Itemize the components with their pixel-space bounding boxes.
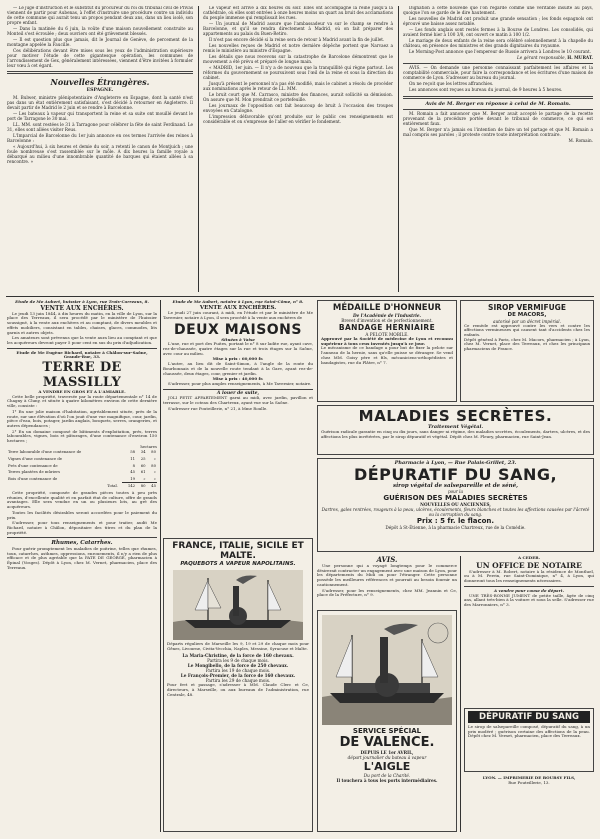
remedy-title: Rhumes, Catarrhes. <box>51 540 113 547</box>
houses-sale-notice <box>163 300 313 536</box>
ad-title: SIROP VERMIFUGE <box>488 303 566 312</box>
rule <box>7 348 157 349</box>
notice-paragraph: Pour guérir promptement les maladies de poitrine, telles que rhumes, toux, catarrhes, asthmes, oppressions, enrouements, il n'y a rien de plus efficace et de plus agréable que la PATE DE GEORGÉ, pharmacien à Épinal (Vosges). Dépôt à Lyon, chez M. Vernet, pharmacien, place des Terreaux. <box>7 545 157 570</box>
table-row <box>7 449 157 456</box>
notice-paragraph: JOLI PETIT APPARTEMENT garni au midi, avec jardin, pavillon et terrasse, sur le coteau des Chartreux, ayant vue sur la Saône. <box>163 395 313 406</box>
imprint-line: LYON. — IMPRIMERIE DE BOURSY FILS, <box>482 776 576 780</box>
ship-departure: Partira les 19 de chaque mois. <box>205 668 271 674</box>
ad-paragraph: Le sirop de salsepareille composé, dépuratif du sang, à un prix modéré ; guérison certaine des affections de la peau. Dépôt chez M. Vernet, pharmacien, place des Terreaux. <box>468 724 590 739</box>
news-column-2 <box>203 6 393 292</box>
ship-departure: Partira les 29 de chaque mois. <box>205 678 271 684</box>
medal-bandage-ad <box>317 300 457 402</box>
news-paragraph: « MADRID, 1er juin. — Il n'y a de nouveau que la tranquillité qui règne partout. Les réformes du gouvernement se poursuivent sous l'œil de la reine et sous la direction du cabinet. <box>203 64 393 80</box>
total-cell: 80 <box>136 483 146 490</box>
notice-header: Etude de Me Aubert, huissier à Lyon, rue Trois-Carreaux, 8. <box>15 300 149 304</box>
row-value: 61 <box>140 469 146 475</box>
table-row <box>7 469 157 476</box>
news-paragraph: Le Morning-Post annonce que l'empereur de Russie arrivera à Londres le 10 courant. <box>409 49 591 54</box>
news-paragraph: Les journaux de l'opposition ont fait beaucoup de bruit à l'occasion des troupes envoyées en Catalogne. <box>203 102 393 113</box>
product-title: BANDAGE HERNIAIRE <box>338 323 436 332</box>
news-paragraph: Le bruit court que M. Carrasco, ministre des finances, aurait sollicité sa démission. On assure que M. Mon prendrait ce portefeuille. <box>203 91 393 102</box>
news-paragraph: Les nouvelles reçues de Madrid et notre dernière dépêche portent que Narvaez a remis le ministère au ministre d'Espagne. <box>203 42 393 53</box>
starting-price: Mise à prix : 40,000 fr. <box>212 376 264 382</box>
row-label: Prés d'une contenance de <box>8 462 58 468</box>
notice-paragraph: S'adresser, pour les renseignements, chez MM. Jeannin et Ce, place de la Préfecture, n° 9. <box>317 587 457 598</box>
estate-title: TERRE DE MASSILLY <box>42 360 122 391</box>
news-paragraph: — Les bateaux à vapeur qui transportent la reine et sa suite ont mouillé devant le port de Tarragone le 30 mai. <box>7 111 193 122</box>
section-title-foreign-news: Nouvelles Étrangères. <box>50 77 150 88</box>
news-paragraph: L'Imparcial de Barcelonne du 1er juin annonce en ces termes l'arrivée des reines à Barcelonne : <box>7 133 193 144</box>
ad-subtitle: De l'Académie de l'Industrie. <box>353 313 421 318</box>
row-value: 80 <box>151 462 156 468</box>
row-value: » <box>153 475 156 481</box>
row-value: » <box>153 456 156 462</box>
ship-name: Le François-Premier, de la force de 160 chevaux. <box>180 673 296 679</box>
ad-subtitle: DE MACORS, <box>507 312 547 318</box>
notice-paragraph: Cette propriété, composée de grandes pièces toutes à peu près réunies, d'excellente qualité et en parfait état de culture, offre de grands avantages. Elle sera vendue en un ou plusieurs lots, au gré des acquéreurs. <box>7 490 157 510</box>
houses-location: Situées à Vaise <box>221 336 255 342</box>
row-value: 45 <box>130 469 136 475</box>
steamboat-illustration <box>322 615 452 725</box>
column-divider <box>160 300 161 832</box>
news-paragraph: Le mariage de deux enfants de la reine sera célébré solennellement à la chapelle du château, en présence des ministres et des grands dignitaires du royaume. <box>403 38 593 48</box>
news-paragraph: Les détails que nous recevons sur la catastrophe de Barcelone démontrent que le mouvement a été prévu et préparé de longue main. <box>203 53 393 64</box>
ad-subtitle: sirop végétal de salsepareille et de séné, <box>393 483 518 489</box>
ad-line: pour la <box>447 489 464 494</box>
news-paragraph: — Un journal de Madrid assure que l'ambassadeur va sur le champ se rendre à Barcelonne, et qu'il se rendra directement à Madrid, où on fait préparer des appartements au palais du Buen-Retiro. <box>203 20 393 36</box>
notice-header: Etude de Me Eugène Richard, notaire à Châlon-sur-Saône, Grande-Rue, 33. <box>16 349 148 360</box>
table-row <box>7 476 157 483</box>
row-value: 11 <box>130 456 136 462</box>
section-rule <box>403 96 593 99</box>
boat-name: L'AIGLE <box>363 760 411 773</box>
notice-paragraph: Le jeudi 13 juin 1844, à dix heures du matin, en la ville de Lyon, sur la place des Terreaux, il sera procédé par le ministère de l'huissier soussigné, à la vente aux enchères et au comptant, de divers meubles et effets mobiliers, consistant en tables, chaises, glaces, commodes, lits garnis et autres objets. <box>7 310 157 335</box>
ad-paragraph: Le mécanisme de ce bandage a pour but de fixer la pelote sur l'anneau de la hernie, sans qu'elle puisse se déranger. Se vend chez MM. Goisy père et fils, mécaniciens-orthopédistes et bandagistes, rue du Plâtre, n° 7. <box>321 345 453 365</box>
row-value: 58 <box>130 449 136 455</box>
rule <box>163 389 313 390</box>
valence-steamer-ad <box>317 610 457 832</box>
auction-notice-column <box>7 300 157 832</box>
ad-subtitle: Traitement Végétal. <box>427 424 484 430</box>
news-paragraph: Il n'est pas encore décidé si la reine sera de retour à Madrid avant la fin de juillet. <box>209 36 385 42</box>
estate-area-table <box>7 449 157 490</box>
avis-notice <box>317 556 457 608</box>
notice-paragraph: L'autre, au lieu dit de Saint-Simon, à l'angle de la route du Bourbonnais et de la nouvelle route tendant à la Gare, ayant rez-de-chaussée, deux étages, cour, grenier et jardin. <box>163 361 313 376</box>
table-unit: hectares <box>140 443 157 449</box>
notice-paragraph: Les annonces sont reçues au bureau du journal, de 9 heures à 5 heures. <box>409 87 563 92</box>
ad-line: Du port de la Charité. <box>363 773 411 778</box>
notice-paragraph: Le jeudi 27 juin courant, à midi, en l'étude et par le ministère de Me Tavernier, notaire à Lyon, il sera procédé à la vente aux enchères de <box>163 310 313 320</box>
notice-paragraph: S'adresser, pour plus amples renseignements, à Me Tavernier, notaire. <box>168 380 312 386</box>
ad-title: MALADIES SECRÈTES. <box>358 407 553 425</box>
auction-title: VENTE AUX ENCHÈRES. <box>199 304 277 311</box>
section-divider <box>6 296 594 297</box>
starting-price: Mise à prix : 60,000 fr. <box>212 356 264 362</box>
news-paragraph: — Dans la matinée du 6 juin, la voûte d'une maison nouvellement construite au Monteil s'est écroulée ; deux ouvriers ont été grièvement blessés. <box>7 25 193 36</box>
printer-imprint <box>464 776 594 796</box>
news-paragraph: Jusqu'à présent le personnel n'a pas été modifié, mais le cabinet a résolu de procéder aux nominations après le retour de LL. MM. <box>203 80 393 91</box>
news-paragraph: Dignation à cette nouvelle que l'on regarde comme une véritable insulte au pays, quoique l'on se garde de le dire hautement. <box>403 6 593 15</box>
news-paragraph: Le vapeur est arrivé à dix heures du soir. Elles ont accompagné la reine jusqu'à la cathédrale, où elles sont entrées à onze heures moins un quart au bruit des acclamations du peuple immense qui remplissait les rues. <box>203 6 393 20</box>
notice-paragraph: Toutes les facilités désirables seront accordées pour le paiement du prix. <box>7 509 157 520</box>
row-value: 8 <box>132 462 136 468</box>
blood-purifier-ad <box>317 458 594 552</box>
row-value: 25 <box>140 456 146 462</box>
houses-title: DEUX MAISONS <box>174 321 302 338</box>
news-column-1 <box>7 6 193 292</box>
total-cell: 45 <box>147 483 157 490</box>
row-value: 80 <box>151 449 156 455</box>
steamship-illustration <box>173 570 303 640</box>
row-value: 19 <box>130 475 136 481</box>
row-label: Terres plantées de mûriers <box>8 469 61 475</box>
ad-line: DEPUIS LE 1er AVRIL, <box>360 750 414 755</box>
notice-title: AVIS. <box>376 556 398 564</box>
total-label: Total. <box>107 483 118 489</box>
ad-line: autorisé par un décret impérial. <box>493 318 561 324</box>
notice-paragraph: S'adresser à M. Robert, notaire à la résidence de Montluel, ou à M. Perrin, rue Saint-Dominique, n° 4, à Lyon, qui donneront tous les renseignements nécessaires. <box>464 568 594 584</box>
ad-title: FRANCE, ITALIE, SICILE ET MALTE. <box>172 541 304 561</box>
row-label: Vignes d'une contenance de <box>8 456 63 462</box>
auction-title: VENTE AUX ENCHÈRES. <box>40 304 124 312</box>
ad-title: SERVICE SPÉCIAL <box>352 727 422 735</box>
ad-paragraph: Guérison radicale garantie en cinq ou dix jours, sans danger ni régime, des maladies secrètes, écoulements, dartres, ulcères, et des affections les plus invétérées, par le sirop dépuratif et végétal. Dépôt chez M. Fleury, pharmacien, rue Saint-Jean. <box>321 429 590 439</box>
notice-title: Avis de M. Berger en réponse à celui de M. Romain. <box>425 100 571 107</box>
notice-paragraph: S'adresser, pour tous renseignements et pour traiter, audit Me Richard, notaire à Châlon, dépositaire des titres et du plan de la propriété. <box>7 520 157 535</box>
table-row <box>7 463 157 470</box>
news-paragraph: — Il est question plus que jamais, dit le Journal de Genève, de percement de la montagne appelée la Faucille. <box>7 36 193 47</box>
notice-paragraph: 1° En une jolie maison d'habitation, agréablement située, près de la route, sur une élévation d'où l'on jouit d'une vue magnifique, cour, jardin, pièce d'eau, bois, potager, jardin anglais, bosquets, serres, orangeries, et autres dépendances ; <box>7 408 157 428</box>
news-column-3 <box>403 6 593 292</box>
news-paragraph: Ces délibérations devant être mises sous les yeux de l'administration supérieure pour motiver l'étude de cette gigantesque opération, les communes de l'arrondissement de Gex, généralement intéressées, viennent d'être invitées à formuler leur vœu à cet égard. <box>7 47 193 68</box>
notice-paragraph: 2° En un domaine composé de bâtiments d'exploitation, prés, terres labourables, vignes, bois et pâturages, d'une contenance d'environ 150 hectares ; <box>7 428 157 444</box>
row-value: 60 <box>140 462 146 468</box>
vermifuge-ad <box>460 300 594 402</box>
ship-name: La Maria-Christine, de la force de 160 chevaux. <box>182 653 294 659</box>
estate-subtitle: A VENDRE EN GROS ET A L'AMIABLE. <box>38 389 126 395</box>
column-divider <box>460 556 461 832</box>
column-divider <box>398 6 399 292</box>
rule <box>403 63 593 64</box>
ad-subtitle: PAQUEBOTS A VAPEUR NAPOLITAINS. <box>180 561 296 567</box>
news-paragraph: LL. MM. sont restées le 31 à Tarragone pour célébrer la fête de saint Ferdinand. Le 31, elles sont allées visiter Reus. <box>7 122 193 133</box>
row-value: » <box>153 469 156 475</box>
rental-title: A louer de suite, <box>216 390 260 396</box>
notice-paragraph: S'adresser rue Pouteillerie, n° 21, à Mme Roulle. <box>168 405 268 411</box>
table-row <box>7 456 157 463</box>
ad-title: DÉPURATIF DU SANG <box>468 711 590 723</box>
news-paragraph: M. Bulwer, ministre plénipotentiaire d'Angleterre en Espagne, dont la santé n'est pas dans un état entièrement satisfaisant, s'est décidé à retourner en Angleterre. Il devait partir de Madrid le 2 juin et se rendre à Barcelonne. <box>7 95 193 111</box>
ad-line: Il touchera à tous les ports intermédiaires. <box>336 778 438 783</box>
row-value: » <box>143 475 146 481</box>
notice-paragraph: Les amateurs sont prévenus que la vente aura lieu au comptant et que les acquéreurs devront payer 5 pour cent en sus du prix d'adjudication. <box>7 335 157 345</box>
ad-heading: GUÉRISON DES MALADIES SECRÈTES <box>383 494 528 502</box>
signature: M. Romain. <box>568 137 593 143</box>
country-heading: ESPAGNE. <box>86 88 114 94</box>
notice-title: UN OFFICE DE NOTAIRE <box>476 560 582 570</box>
news-paragraph: Les nouvelles de Madrid ont produit une grande sensation ; les fonds espagnols ont éprouvé une baisse assez notable. <box>403 16 593 26</box>
imprint-line: Rue Pouteillerie, 13. <box>508 779 550 785</box>
notice-paragraph: UNE TRÈS-BONNE JUMENT de petite taille, âgée de cinq ans, allant très-bien à la voiture et sous la selle. S'adresser rue des Marronniers, n° 3. <box>464 592 594 607</box>
secret-diseases-ad <box>317 405 594 455</box>
row-label: Bois d'une contenance de <box>8 476 58 482</box>
ad-line: NOUVELLES OU ANCIENNES, <box>420 502 491 507</box>
rule <box>403 109 593 110</box>
table-total-row <box>7 483 157 490</box>
ad-paragraph: Pour fret et passage, s'adresser à MM. Claude Clerc et Ce, directeurs, à Marseille, ou aux bureaux de l'administration, rue Centrale, 48. <box>167 682 309 697</box>
ad-paragraph: Départs réguliers de Marseille les 9, 19 et 29 de chaque mois pour Gênes, Livourne, Civita-Vecchia, Naples, Messine, Syracuse et Malte. <box>167 641 309 651</box>
ship-name: Le Mongibello, de la force de 250 chevaux. <box>187 663 289 669</box>
news-paragraph: « Aujourd'hui, à six heures et demie du soir, a retenti le canon de Montjuich ; une foule nombreuse s'est rassemblée sur le môle. A dix heures la famille royale a débarqué au milieu d'une innombrable quantité de barques qui étaient allées à sa rencontre. » <box>7 144 193 164</box>
news-paragraph: L'impression défavorable qu'ont produite sur le public ces renseignements est considérable et on s'empresse de l'aller en vérifier le fondement. <box>203 113 393 124</box>
notice-subtitle: A CÉDER. <box>518 556 540 560</box>
rule <box>7 537 157 538</box>
signature: Le gérant responsable, H. MURAT. <box>516 55 593 61</box>
ad-paragraph: Ce remède est approuvé contre les vers et contre les affections vermineuses qui causent tant d'accidents chez les enfants. <box>464 322 590 337</box>
total-cell: 142 <box>122 483 136 490</box>
pharmacy-address: Pharmacie à Lyon, — Rue Palais-Grillet, 23. <box>394 460 517 466</box>
ad-line: départ journalier du bateau à vapeur <box>347 755 427 760</box>
notice-paragraph: AVIS. — On demande une personne connaissant parfaitement les affaires et la comptabilité commerciale, pour faire la correspondance et les écritures d'une maison de commerce de Lyon. S'adresser au bureau du journal. <box>403 65 593 80</box>
notice-paragraph: Que M. Berger n'a jamais eu l'intention de faire un tel partage et que M. Romain a mal compris ses paroles ; il proteste contre toute interprétation contraire. <box>403 126 593 137</box>
notice-paragraph: On ne reçoit que les lettres affranchies. <box>409 80 494 86</box>
ship-departure: Partira les 9 de chaque mois. <box>207 658 269 664</box>
blood-purifier-small-ad <box>464 708 594 772</box>
ad-paragraph: Approuvé par la Société de médecine de Lyon et reconnu supérieur à tous ceux inventés jusqu'à ce jour. <box>321 336 453 346</box>
rule <box>464 586 594 587</box>
ad-title: DE VALENCE. <box>339 735 435 750</box>
ad-line: A PELOTE MOBILE. <box>365 332 409 337</box>
ad-paragraph: Dépôt général à Paris, chez M. Macors, pharmacien ; à Lyon, chez M. Vernet, place des Terreaux, et chez les principaux pharmaciens de France. <box>464 336 590 352</box>
notice-paragraph: M. Romain a fait annoncer que M. Berger avait accepté le partage de la recette provenant de la procédure portée devant le tribunal de commerce, ce qui est entièrement faux. <box>403 110 593 126</box>
ad-paragraph: Dartres, gales rentrées, rougeurs à la peau, ulcères, écoulements, fleurs blanches et toutes les affections causées par l'âcreté ou la corruption du sang. <box>321 507 590 517</box>
notary-office-notice <box>464 556 594 706</box>
news-paragraph: — Les fonds anglais sont restés fermes à la Bourse de Londres. Les consolidés, qui avaient fermé hier à 100 3/8, ont ouvert ce matin à 100 1/2. <box>403 27 593 37</box>
steamer-ad-france-italie <box>163 538 313 832</box>
notice-paragraph: Une personne qui a voyagé longtemps pour le commerce désirerait contracter un engagement avec une maison de Lyon, pour les départements du Midi ou pour l'étranger. Cette personne possède les meilleures références et pourrait au besoin fournir un cautionnement. <box>317 563 457 587</box>
notice-subtitle: A vendre pour cause de départ. <box>494 587 564 593</box>
ad-title: DÉPURATIF DU SANG, <box>353 465 558 484</box>
ad-line: Brevet d'invention et de perfectionnement. <box>341 318 433 323</box>
ad-title: MÉDAILLE D'HONNEUR <box>332 303 442 313</box>
notice-header: Etude de Me Aubert, notaire à Lyon, rue Saint-Côme, n° 8. <box>172 300 304 304</box>
notice-paragraph: Cette belle propriété, traversée par la route départementale n° 14 de Chagny à Cluny, et située à quatre kilomètres environ de cette dernière ville, consiste : <box>7 393 157 409</box>
notice-paragraph: L'une, rue et port des Fuites, portant le n° 8 sur ladite rue, ayant cave, rez-de-chaussée, quatre étages sur la rue et trois étages sur la Saône, avec cour au milieu. <box>163 341 313 356</box>
news-paragraph: — Le juge d'instruction et le substitut du procureur du roi du tribunal civil de Privas viennent de partir pour Aubenas, à l'effet d'instruire une procédure contre un individu de cette commune qui aurait tenu un propos pendant deux ans, dans un lieu isolé, son propre enfant. <box>7 6 193 25</box>
row-value: 34 <box>140 449 146 455</box>
section-rule <box>7 71 193 74</box>
row-label: Terre labourable d'une contenance de <box>8 449 82 455</box>
ad-line: Dépôt à St-Étienne, à la pharmacie Chartreux, rue de la Comédie. <box>385 525 526 530</box>
price: Prix : 5 fr. le flacon. <box>416 517 495 525</box>
column-divider <box>198 6 199 292</box>
